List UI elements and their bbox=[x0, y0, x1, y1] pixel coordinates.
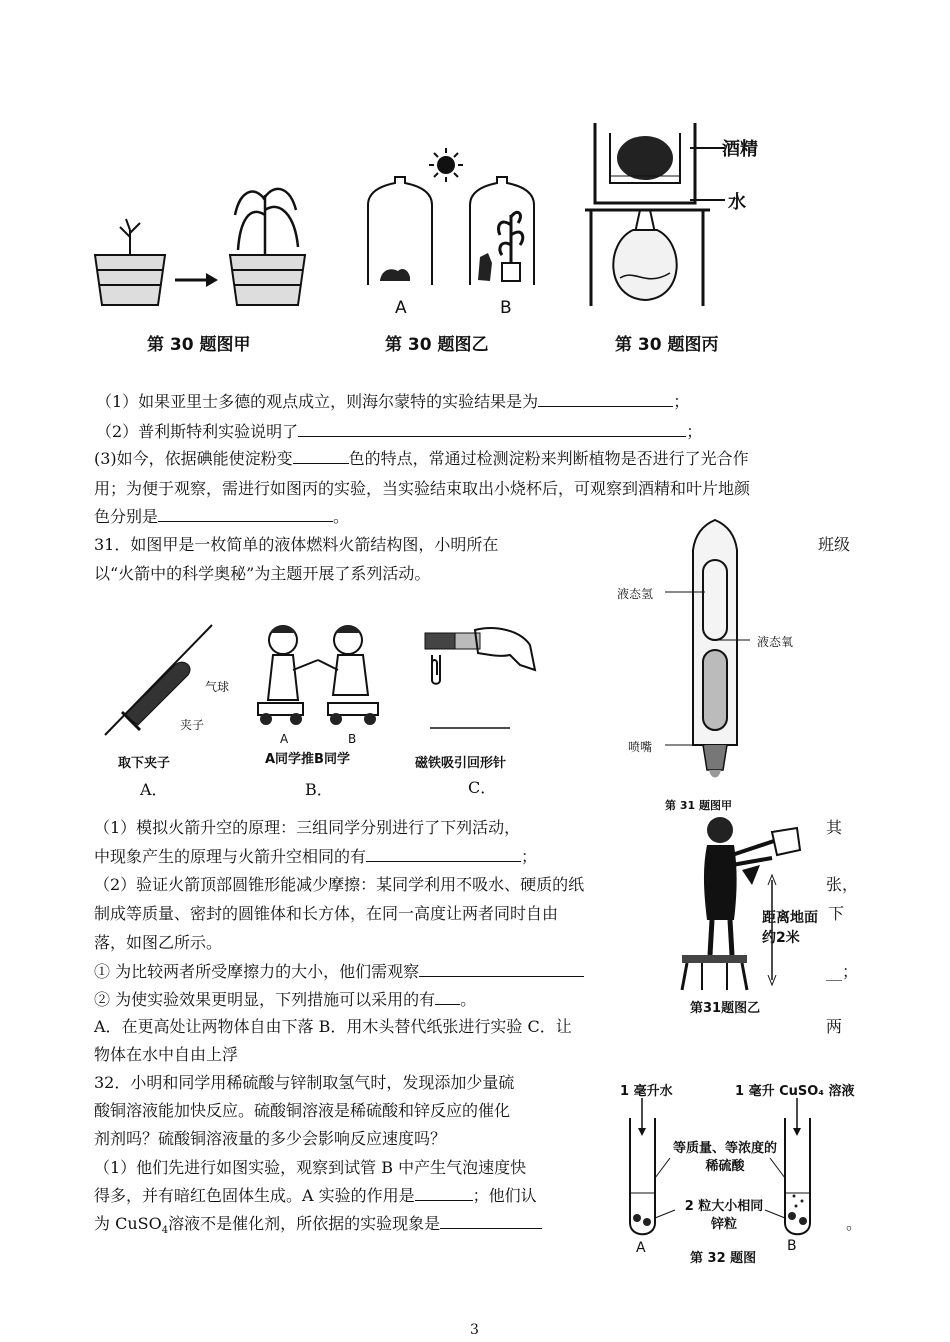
q32-fig-caption: 第 32 题图 bbox=[690, 1251, 757, 1266]
q30-part2-blank[interactable] bbox=[298, 420, 686, 437]
fig30c-label-water: 水 bbox=[728, 192, 746, 213]
q30-part1: （1）如果亚里士多德的观点成立，则海尔蒙特的实验结果是为 ； bbox=[96, 392, 690, 411]
q31-part2-line2-right: 下 bbox=[828, 904, 845, 923]
activity-b-caption: A同学推B同学 bbox=[265, 752, 350, 767]
q30-part3-line2: 用；为便于观察，需进行如图丙的实验，当实验结束取出小烧杯后，可观察到酒精和叶片地颜 bbox=[94, 479, 751, 498]
q31-part2-line3: 落，如图乙所示。 bbox=[94, 933, 223, 952]
q32-fig-zinc-label: 2 粒大小相同锌粒 bbox=[684, 1199, 764, 1232]
activity-c-magnet-illustration bbox=[420, 625, 540, 735]
q32-fig-water-label: 1 毫升水 bbox=[620, 1084, 673, 1099]
fig30c-caption: 第 30 题图丙 bbox=[615, 335, 719, 355]
q31-options-line1-right: 两 bbox=[826, 1017, 843, 1036]
q30-part3-line3: 色分别是 。 bbox=[94, 507, 350, 526]
q31-part2-sub2-blank[interactable] bbox=[435, 988, 460, 1005]
q31-part2-line1: （2）验证火箭顶部圆锥形能减少摩擦：某同学利用不吸水、硬质的纸 bbox=[94, 875, 585, 894]
q32-line1: 32．小明和同学用稀硫酸与锌制取氢气时，发现添加少量硫 bbox=[94, 1073, 515, 1092]
activity-b-letter: B． bbox=[305, 780, 333, 799]
q31-part2-sub2: ② 为使实验效果更明显，下列措施可以采用的有 。 bbox=[94, 990, 477, 1009]
q32-fig-cuso4-label: 1 毫升 CuSO₄ 溶液 bbox=[735, 1084, 855, 1099]
fig30b-caption: 第 30 题图乙 bbox=[385, 335, 489, 355]
q31-part2-sub1: ① 为比较两者所受摩擦力的大小，他们需观察 bbox=[94, 960, 584, 984]
q30-part3-line1: (3)如今，依据碘能使淀粉变 色的特点，常通过检测淀粉来判断植物是否进行了光合作 bbox=[94, 449, 749, 468]
q31-part2-sub1-blank[interactable] bbox=[419, 960, 584, 977]
q32-line4: （1）他们先进行如图实验，观察到试管 B 中产生气泡速度快 bbox=[94, 1158, 527, 1177]
activity-a-letter: A． bbox=[140, 780, 168, 799]
q30-part2: （2）普利斯特利实验说明了 ； bbox=[96, 422, 703, 441]
fig30c-label-alcohol: 酒精 bbox=[722, 139, 758, 160]
q30-part3-answer-blank[interactable] bbox=[158, 505, 333, 522]
rocket-label-liquid-oxygen: 液态氧 bbox=[757, 635, 794, 649]
activity-a-balloon-label: 气球 bbox=[205, 680, 230, 694]
q31-part1-line1: （1）模拟火箭升空的原理：三组同学分别进行了下列活动， bbox=[94, 818, 521, 837]
q31-part2-sub1-end: __； bbox=[826, 962, 859, 981]
q32-line2: 酸铜溶液能加快反应。硫酸铜溶液是稀硫酸和锌反应的催化 bbox=[94, 1101, 511, 1120]
fig30b-label-b: B bbox=[500, 298, 512, 318]
q30-part3-color-blank[interactable] bbox=[293, 447, 349, 464]
q32-fig-acid-label: 等质量、等浓度的稀硫酸 bbox=[672, 1141, 777, 1174]
activity-b-label-a: A bbox=[280, 732, 289, 746]
q31-part2-line2: 制成等质量、密封的圆锥体和长方体，在同一高度让两者同时自由 bbox=[94, 904, 559, 923]
q32-fig-label-b: B bbox=[787, 1238, 797, 1254]
q31-intro-line2: 以“火箭中的科学奥秘”为主题开展了系列活动。 bbox=[94, 564, 431, 583]
activity-c-caption: 磁铁吸引回形针 bbox=[415, 756, 507, 771]
activity-c-letter: C． bbox=[468, 778, 497, 797]
q31-fig2-height-label: 距离地面约2米 bbox=[762, 910, 818, 946]
rocket-leader-lines bbox=[665, 590, 765, 750]
rocket-label-liquid-hydrogen: 液态氢 bbox=[617, 587, 654, 601]
q32-line5: 得多，并有暗红色固体生成。A 实验的作用是 ；他们认 bbox=[94, 1186, 537, 1205]
fig30b-bell-jars-illustration bbox=[360, 145, 540, 295]
q31-fig2-caption: 第31题图乙 bbox=[690, 1001, 761, 1016]
q32-line6-end: 。 bbox=[846, 1214, 863, 1233]
q31-part1-blank[interactable] bbox=[366, 845, 521, 862]
fig30a-caption: 第 30 题图甲 bbox=[147, 335, 251, 355]
q31-part1-line1-right: 其 bbox=[826, 818, 843, 837]
q31-fig2-person-on-stool bbox=[672, 810, 812, 990]
q32-part1-blank-b[interactable] bbox=[440, 1212, 542, 1229]
page-number: 3 bbox=[470, 1322, 479, 1338]
q31-intro-line1: 31．如图甲是一枚简单的液体燃料火箭结构图，小明所在 bbox=[94, 535, 499, 554]
rocket-caption: 第 31 题图甲 bbox=[665, 799, 732, 812]
fig30a-plants-illustration bbox=[90, 175, 320, 310]
fig30b-label-a: A bbox=[395, 298, 407, 318]
activity-a-clip-label: 夹子 bbox=[180, 718, 205, 732]
q32-fig-label-a: A bbox=[636, 1240, 646, 1256]
q31-options-line2: 物体在水中自由上浮 bbox=[94, 1045, 239, 1064]
activity-b-students-illustration bbox=[248, 615, 388, 735]
q31-part2-line1-right: 张， bbox=[826, 875, 859, 894]
q30-part1-blank[interactable] bbox=[538, 390, 673, 407]
q32-part1-blank-a[interactable] bbox=[415, 1184, 473, 1201]
q32-line6: 为 CuSO$_4$溶液不是催化剂，所依据的实验现象是 bbox=[94, 1212, 542, 1243]
activity-a-caption: 取下夹子 bbox=[118, 756, 171, 771]
q31-part1-line2: 中现象产生的原理与火箭升空相同的有 ； bbox=[94, 847, 538, 866]
activity-b-label-b: B bbox=[348, 732, 357, 746]
rocket-label-nozzle: 喷嘴 bbox=[628, 740, 653, 754]
q31-intro-line1-right: 班级 bbox=[818, 535, 851, 554]
q31-options-line1: A．在更高处让两物体自由下落 B．用木头替代纸张进行实验 C．让 bbox=[94, 1017, 572, 1036]
q32-line3: 剂剂吗？硫酸铜溶液量的多少会影响反应速度吗？ bbox=[94, 1129, 447, 1148]
